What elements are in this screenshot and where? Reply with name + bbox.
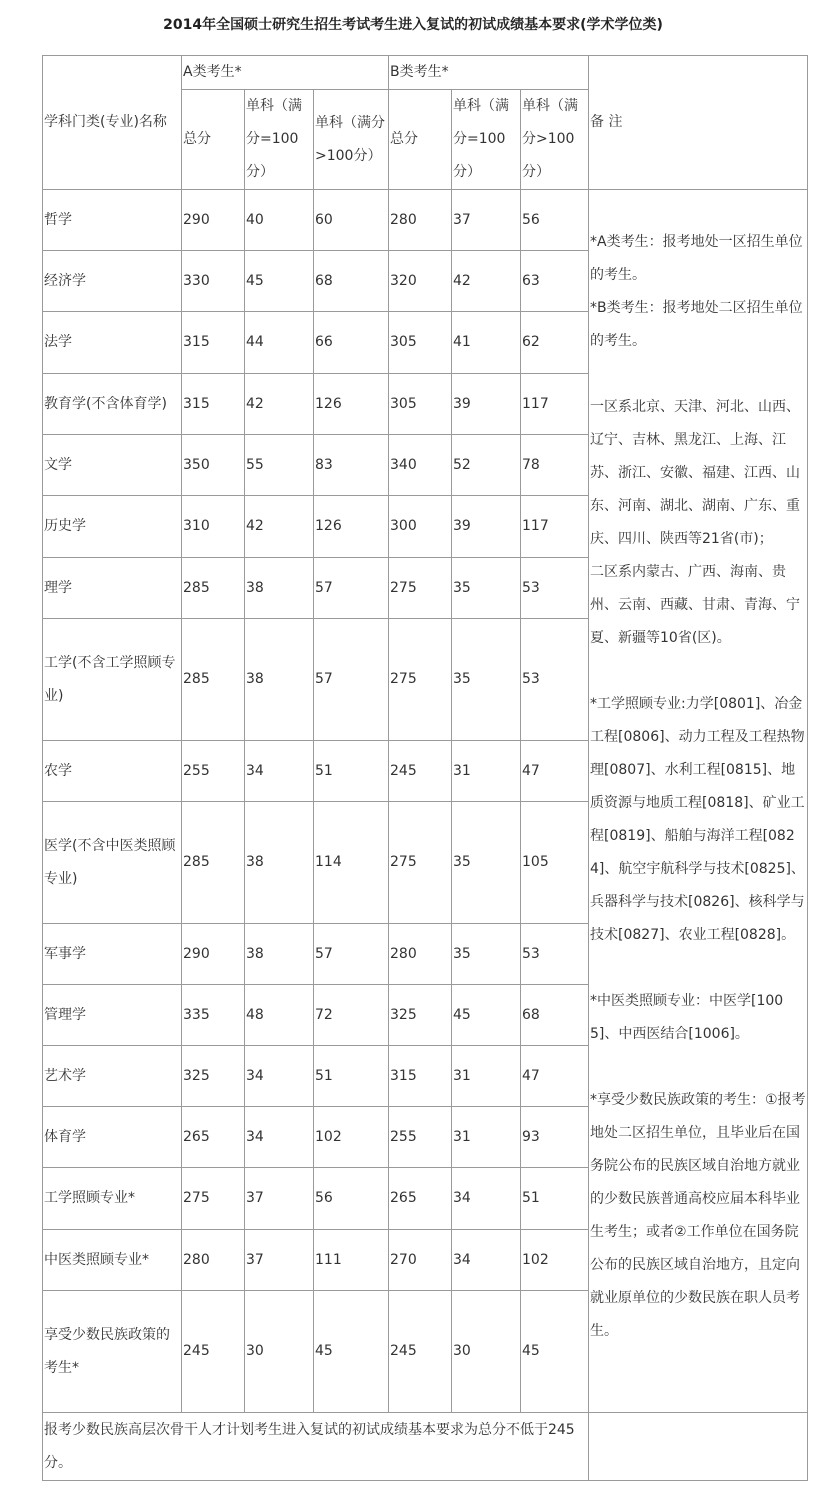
score-a-s100: 38 [245,924,314,985]
score-b-s100: 35 [452,924,521,985]
subject-name: 体育学 [43,1107,182,1168]
score-b-s100: 39 [452,496,521,558]
score-b-s100: 34 [452,1168,521,1230]
score-a-total: 265 [182,1107,245,1168]
subject-name: 军事学 [43,924,182,985]
score-a-s100: 38 [245,619,314,741]
score-b-s100: 31 [452,1107,521,1168]
score-a-s100: 55 [245,435,314,496]
score-b-sgt: 117 [521,496,589,558]
subject-name: 中医类照顾专业* [43,1230,182,1291]
subject-name: 历史学 [43,496,182,558]
score-a-total: 245 [182,1291,245,1413]
subject-name: 农学 [43,741,182,802]
score-a-sgt: 83 [314,435,389,496]
score-a-s100: 38 [245,802,314,924]
score-a-total: 330 [182,251,245,312]
score-b-total: 245 [389,741,452,802]
remark-n1: *A类考生：报考地处一区招生单位的考生。 [590,234,803,283]
score-b-sgt: 78 [521,435,589,496]
score-a-s100: 40 [245,190,314,251]
score-a-sgt: 126 [314,496,389,558]
remark-block [590,688,807,952]
remark-n4: 二区系内蒙古、广西、海南、贵州、云南、西藏、甘肃、青海、宁夏、新疆等10省(区)。 [590,564,801,646]
score-b-total: 300 [389,496,452,558]
score-a-total: 285 [182,802,245,924]
remark-n2: *B类考生：报考地处二区招生单位的考生。 [590,300,803,349]
remark-block [590,226,807,358]
remarks-cell [589,190,808,1413]
score-a-sgt: 68 [314,251,389,312]
score-a-total: 255 [182,741,245,802]
score-b-s100: 35 [452,558,521,619]
score-b-total: 275 [389,558,452,619]
score-a-sgt: 60 [314,190,389,251]
score-a-sgt: 45 [314,1291,389,1413]
remark-n6: *中医类照顾专业：中医学[1005]、中西医结合[1006]。 [590,993,784,1042]
score-a-sgt: 72 [314,985,389,1046]
footer-empty-cell [589,1413,808,1481]
score-a-sgt: 51 [314,1046,389,1107]
score-a-s100: 44 [245,312,314,374]
score-b-total: 340 [389,435,452,496]
remark-n7: *享受少数民族政策的考生：①报考地处二区招生单位，且毕业后在国务院公布的民族区域自治地方就业的少数民族普通高校应届本科毕业生考生；或者②工作单位在国务院公布的民族区域自治地方，且定向就业原单位的少数民族在职人员考生。 [590,1092,806,1339]
score-a-total: 350 [182,435,245,496]
score-b-total: 275 [389,802,452,924]
score-b-s100: 30 [452,1291,521,1413]
subject-name: 教育学(不含体育学) [43,374,182,435]
subject-name: 医学(不含中医类照顾专业) [43,802,182,924]
score-a-s100: 42 [245,374,314,435]
score-b-sgt: 62 [521,312,589,374]
score-a-total: 315 [182,312,245,374]
score-a-total: 290 [182,190,245,251]
score-b-s100: 45 [452,985,521,1046]
score-b-total: 305 [389,374,452,435]
score-a-sgt: 66 [314,312,389,374]
score-b-total: 325 [389,985,452,1046]
score-b-total: 280 [389,924,452,985]
score-a-sgt: 57 [314,924,389,985]
subject-name: 法学 [43,312,182,374]
score-table [42,55,808,1481]
score-b-s100: 52 [452,435,521,496]
score-a-s100: 38 [245,558,314,619]
score-b-total: 275 [389,619,452,741]
score-b-sgt: 47 [521,1046,589,1107]
score-b-sgt: 51 [521,1168,589,1230]
subject-name: 工学(不含工学照顾专业) [43,619,182,741]
header-remark: 备 注 [589,56,808,190]
header-b-total: 总分 [389,90,452,190]
score-a-sgt: 57 [314,619,389,741]
score-a-total: 290 [182,924,245,985]
score-a-s100: 34 [245,1107,314,1168]
score-a-s100: 34 [245,1046,314,1107]
header-group-a: A类考生* [182,56,389,90]
score-b-sgt: 117 [521,374,589,435]
score-b-sgt: 56 [521,190,589,251]
score-b-s100: 42 [452,251,521,312]
subject-name: 艺术学 [43,1046,182,1107]
remark-block [590,1084,807,1348]
header-a-total: 总分 [182,90,245,190]
subject-name: 享受少数民族政策的考生* [43,1291,182,1413]
score-a-total: 325 [182,1046,245,1107]
score-b-s100: 37 [452,190,521,251]
header-b-single-gt100: 单科（满分>100分） [521,90,589,190]
score-b-sgt: 53 [521,558,589,619]
score-b-sgt: 47 [521,741,589,802]
remark-n3: 一区系北京、天津、河北、山西、辽宁、吉林、黑龙江、上海、江苏、浙江、安徽、福建、江西、山东、河南、湖北、湖南、广东、重庆、四川、陕西等21省(市)； [590,399,801,547]
score-a-sgt: 56 [314,1168,389,1230]
score-a-total: 280 [182,1230,245,1291]
header-a-single-100: 单科（满分=100分） [245,90,314,190]
score-b-sgt: 53 [521,619,589,741]
score-a-s100: 30 [245,1291,314,1413]
subject-name: 工学照顾专业* [43,1168,182,1230]
footer-row [43,1413,808,1481]
header-row-1 [43,56,808,90]
score-b-total: 320 [389,251,452,312]
subject-name: 哲学 [43,190,182,251]
score-a-s100: 34 [245,741,314,802]
score-a-sgt: 114 [314,802,389,924]
score-b-sgt: 105 [521,802,589,924]
subject-name: 理学 [43,558,182,619]
score-a-total: 275 [182,1168,245,1230]
page-title: 2014年全国硕士研究生招生考试考生进入复试的初试成绩基本要求(学术学位类) [163,17,663,33]
score-a-sgt: 51 [314,741,389,802]
subject-name: 管理学 [43,985,182,1046]
score-b-sgt: 93 [521,1107,589,1168]
score-b-s100: 31 [452,1046,521,1107]
score-a-s100: 45 [245,251,314,312]
score-a-total: 285 [182,619,245,741]
header-group-b: B类考生* [389,56,589,90]
score-b-sgt: 63 [521,251,589,312]
score-a-sgt: 126 [314,374,389,435]
score-a-s100: 42 [245,496,314,558]
score-a-total: 335 [182,985,245,1046]
score-a-sgt: 102 [314,1107,389,1168]
score-a-sgt: 111 [314,1230,389,1291]
score-b-total: 265 [389,1168,452,1230]
score-a-total: 310 [182,496,245,558]
footer-note: 报考少数民族高层次骨干人才计划考生进入复试的初试成绩基本要求为总分不低于245分。 [43,1413,589,1481]
score-b-total: 255 [389,1107,452,1168]
score-b-s100: 41 [452,312,521,374]
header-b-single-100: 单科（满分=100分） [452,90,521,190]
score-a-s100: 37 [245,1168,314,1230]
remark-block [590,391,807,655]
score-a-sgt: 57 [314,558,389,619]
score-a-s100: 48 [245,985,314,1046]
score-b-sgt: 45 [521,1291,589,1413]
score-b-total: 245 [389,1291,452,1413]
score-b-total: 315 [389,1046,452,1107]
score-b-s100: 35 [452,802,521,924]
subject-name: 经济学 [43,251,182,312]
score-b-s100: 31 [452,741,521,802]
score-b-sgt: 102 [521,1230,589,1291]
table-row [43,190,808,251]
remark-n5: *工学照顾专业:力学[0801]、冶金工程[0806]、动力工程及工程热物理[0807]、水利工程[0815]、地质资源与地质工程[0818]、矿业工程[0819]、船舶与海洋工程[0824]、航空宇航科学与技术[0825]、兵器科学与技术[0826]、核科学与技术[0827]、农业工程[0828]。 [590,696,805,943]
score-a-total: 315 [182,374,245,435]
score-b-total: 270 [389,1230,452,1291]
header-a-single-gt100: 单科（满分>100分） [314,90,389,190]
score-b-sgt: 68 [521,985,589,1046]
score-b-total: 280 [389,190,452,251]
remark-block [590,985,807,1051]
score-b-s100: 34 [452,1230,521,1291]
score-b-total: 305 [389,312,452,374]
score-b-sgt: 53 [521,924,589,985]
score-b-s100: 35 [452,619,521,741]
subject-name: 文学 [43,435,182,496]
header-subject: 学科门类(专业)名称 [43,56,182,190]
score-a-s100: 37 [245,1230,314,1291]
score-a-total: 285 [182,558,245,619]
score-b-s100: 39 [452,374,521,435]
